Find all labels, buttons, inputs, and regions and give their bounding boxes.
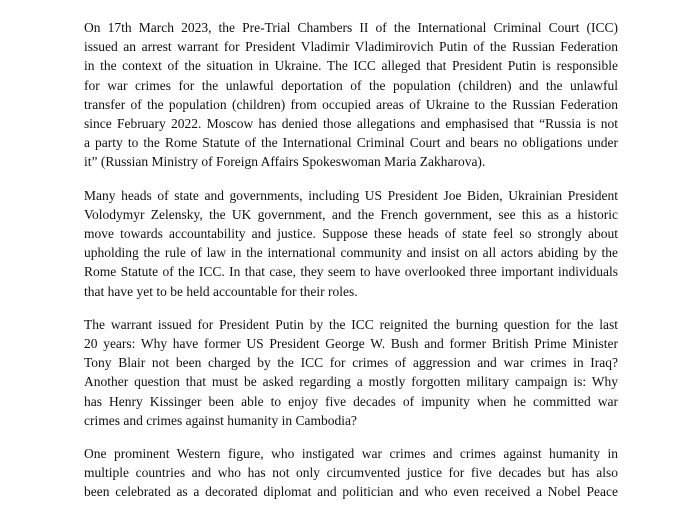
paragraph-bush-blair-kissinger — [84, 315, 618, 430]
text-line: been celebrated as a decorated diplomat and politician and who even received a Nobel Peace — [84, 484, 618, 500]
paragraph-heads-of-state — [84, 186, 618, 301]
document-body — [84, 18, 618, 516]
text-line: On 17th March 2023, the Pre-Trial Chambers II of the International Criminal Court (ICC) — [84, 20, 618, 35]
text-line: it” (Russian Ministry of Foreign Affairs Spokeswoman Maria Zakharova). — [84, 154, 486, 170]
text-line: transfer of the population (children) from occupied areas of Ukraine to the Russian Federation — [84, 96, 618, 112]
text-line: Volodymyr Zelensky, the UK government, and the French government, see this as a historic — [84, 206, 618, 222]
text-line: upholding the rule of law in the international community and insist on all actors abiding by the — [84, 245, 618, 261]
text-line: a party to the Rome Statute of the International Criminal Court and bears no obligations under — [84, 135, 618, 151]
text-line: 20 years: Why have former US President George W. Bush and former British Prime Minister — [84, 336, 618, 352]
text-line: Another question that must be asked regarding a mostly forgotten military campaign is: Why — [84, 374, 618, 390]
text-line: Tony Blair not been charged by the ICC for crimes of aggression and war crimes in Iraq? — [84, 355, 618, 371]
text-line: for war crimes for the unlawful deportation of the population (children) and the unlawful — [84, 77, 618, 93]
text-line: since February 2022. Moscow has denied those allegations and emphasised that “Russia is not — [84, 116, 618, 132]
text-line: Many heads of state and governments, including US President Joe Biden, Ukrainian President — [84, 187, 618, 203]
paragraph-icc-warrant — [84, 18, 618, 172]
text-line: has Henry Kissinger been able to enjoy five decades of impunity when he committed war — [84, 393, 618, 409]
paragraph-western-figure — [84, 444, 618, 502]
text-line: in the context of the situation in Ukraine. The ICC alleged that President Putin is responsible — [84, 58, 618, 74]
text-line: that have yet to be held accountable for their roles. — [84, 283, 358, 299]
text-line: multiple countries and who has not only circumvented justice for five decades but has also — [84, 465, 618, 481]
text-line: The warrant issued for President Putin by the ICC reignited the burning question for the last — [84, 316, 618, 332]
text-line: move towards accountability and justice. Suppose these heads of state feel so strongly about — [84, 226, 618, 242]
text-line: crimes and crimes against humanity in Cambodia? — [84, 412, 357, 428]
text-line: issued an arrest warrant for President Vladimir Vladimirovich Putin of the Russian Federation — [84, 39, 618, 55]
text-line: Rome Statute of the ICC. In that case, they seem to have overlooked three important individuals — [84, 264, 618, 280]
text-line: One prominent Western figure, who instigated war crimes and crimes against humanity in — [84, 446, 618, 462]
